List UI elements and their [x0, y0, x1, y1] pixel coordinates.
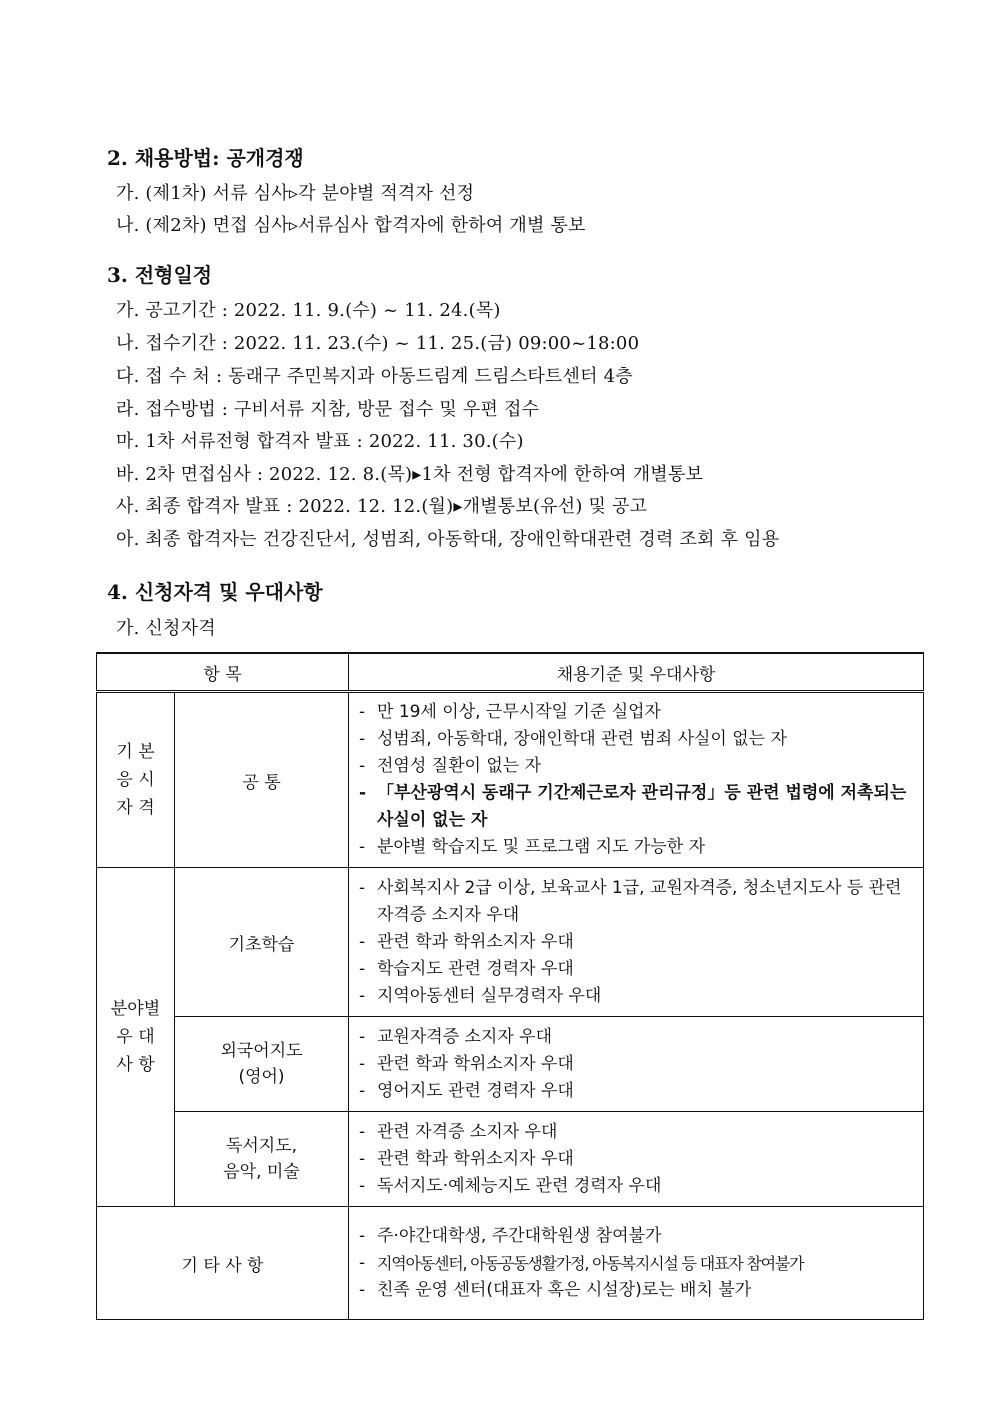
criteria-list — [349, 868, 924, 1017]
row-label: 기초학습 — [175, 868, 349, 1017]
list-item: - 학습지도 관련 경력자 우대 — [359, 958, 574, 979]
list-item: - 관련 자격증 소지자 우대 — [359, 1121, 558, 1142]
section-2-item: 가. (제1차) 서류 심사▹각 분야별 적격자 선정 — [116, 183, 475, 204]
section-3-item: 아. 최종 합격자는 건강진단서, 성범죄, 아동학대, 장애인학대관련 경력 조회 후 임용 — [116, 529, 780, 550]
group-label-basic: 기 본 응 시 자 격 — [97, 692, 175, 868]
list-item: - 전염성 질환이 없는 자 — [359, 756, 542, 776]
section-3-item: 나. 접수기간 : 2022. 11. 23.(수) ~ 11. 25.(금) 09:00~18:00 — [116, 333, 640, 354]
table-row — [97, 1017, 924, 1112]
section-2-heading: 2. 채용방법: 공개경쟁 — [107, 146, 304, 170]
table-header-criteria: 채용기준 및 우대사항 — [349, 653, 924, 692]
row-label: 외국어지도 (영어) — [175, 1017, 349, 1112]
criteria-list — [349, 1207, 924, 1320]
section-3-heading: 3. 전형일정 — [107, 263, 213, 287]
section-4-subheading: 가. 신청자격 — [116, 618, 216, 639]
table-row — [97, 692, 924, 868]
group-label-field: 분야별 우 대 사 항 — [97, 868, 175, 1207]
row-label: 공 통 — [175, 692, 349, 868]
criteria-list — [349, 1017, 924, 1112]
section-2-item: 나. (제2차) 면접 심사▹서류심사 합격자에 한하여 개별 통보 — [116, 215, 586, 236]
list-item: - 관련 학과 학위소지자 우대 — [359, 1053, 574, 1074]
section-3-item: 사. 최종 합격자 발표 : 2022. 12. 12.(월)▸개별통보(유선) 및 공고 — [116, 496, 648, 517]
section-3-item: 다. 접 수 처 : 동래구 주민복지과 아동드림계 드림스타트센터 4층 — [116, 366, 633, 387]
list-item: - 지역아동센터 실무경력자 우대 — [359, 985, 602, 1006]
section-4-heading: 4. 신청자격 및 우대사항 — [107, 580, 323, 604]
section-3-item: 가. 공고기간 : 2022. 11. 9.(수) ~ 11. 24.(목) — [116, 300, 501, 321]
list-item: - 관련 학과 학위소지자 우대 — [359, 1148, 574, 1169]
criteria-list — [349, 1112, 924, 1207]
list-item: - 「부산광역시 동래구 기간제근로자 관리규정」등 관련 법령에 저촉되는 사실이 없는 자 — [359, 783, 907, 830]
criteria-list — [349, 692, 924, 868]
list-item: - 분야별 학습지도 및 프로그램 지도 가능한 자 — [359, 837, 706, 857]
list-item: - 영어지도 관련 경력자 우대 — [359, 1080, 574, 1101]
table-header-item: 항 목 — [97, 653, 349, 692]
list-item: - 독서지도·예체능지도 관련 경력자 우대 — [359, 1175, 662, 1196]
list-item: - 친족 운영 센터(대표자 혹은 시설장)로는 배치 불가 — [359, 1279, 752, 1300]
list-item: - 관련 학과 학위소지자 우대 — [359, 931, 574, 952]
table-row — [97, 1112, 924, 1207]
list-item: - 주·야간대학생, 주간대학원생 참여불가 — [359, 1225, 662, 1246]
qualification-table — [96, 652, 924, 1320]
list-item: - 교원자격증 소지자 우대 — [359, 1026, 553, 1047]
list-item: - 만 19세 이상, 근무시작일 기준 실업자 — [359, 702, 661, 722]
section-3-item: 바. 2차 면접심사 : 2022. 12. 8.(목)▸1차 전형 합격자에 한하여 개별통보 — [116, 464, 704, 485]
list-item: - 성범죄, 아동학대, 장애인학대 관련 범죄 사실이 없는 자 — [359, 729, 787, 749]
list-item: - 사회복지사 2급 이상, 보육교사 1급, 교원자격증, 청소년지도사 등 관련 자격증 소지자 우대 — [359, 877, 902, 925]
section-3-item: 마. 1차 서류전형 합격자 발표 : 2022. 11. 30.(수) — [116, 431, 524, 452]
section-3-item: 라. 접수방법 : 구비서류 지참, 방문 접수 및 우편 접수 — [116, 399, 540, 420]
table-row — [97, 868, 924, 1017]
row-label: 독서지도, 음악, 미술 — [175, 1112, 349, 1207]
row-label: 기 타 사 항 — [97, 1207, 349, 1320]
table-row — [97, 1207, 924, 1320]
list-item: - 지역아동센터, 아동공동생활가정, 아동복지시설 등 대표자 참여불가 — [359, 1252, 804, 1273]
